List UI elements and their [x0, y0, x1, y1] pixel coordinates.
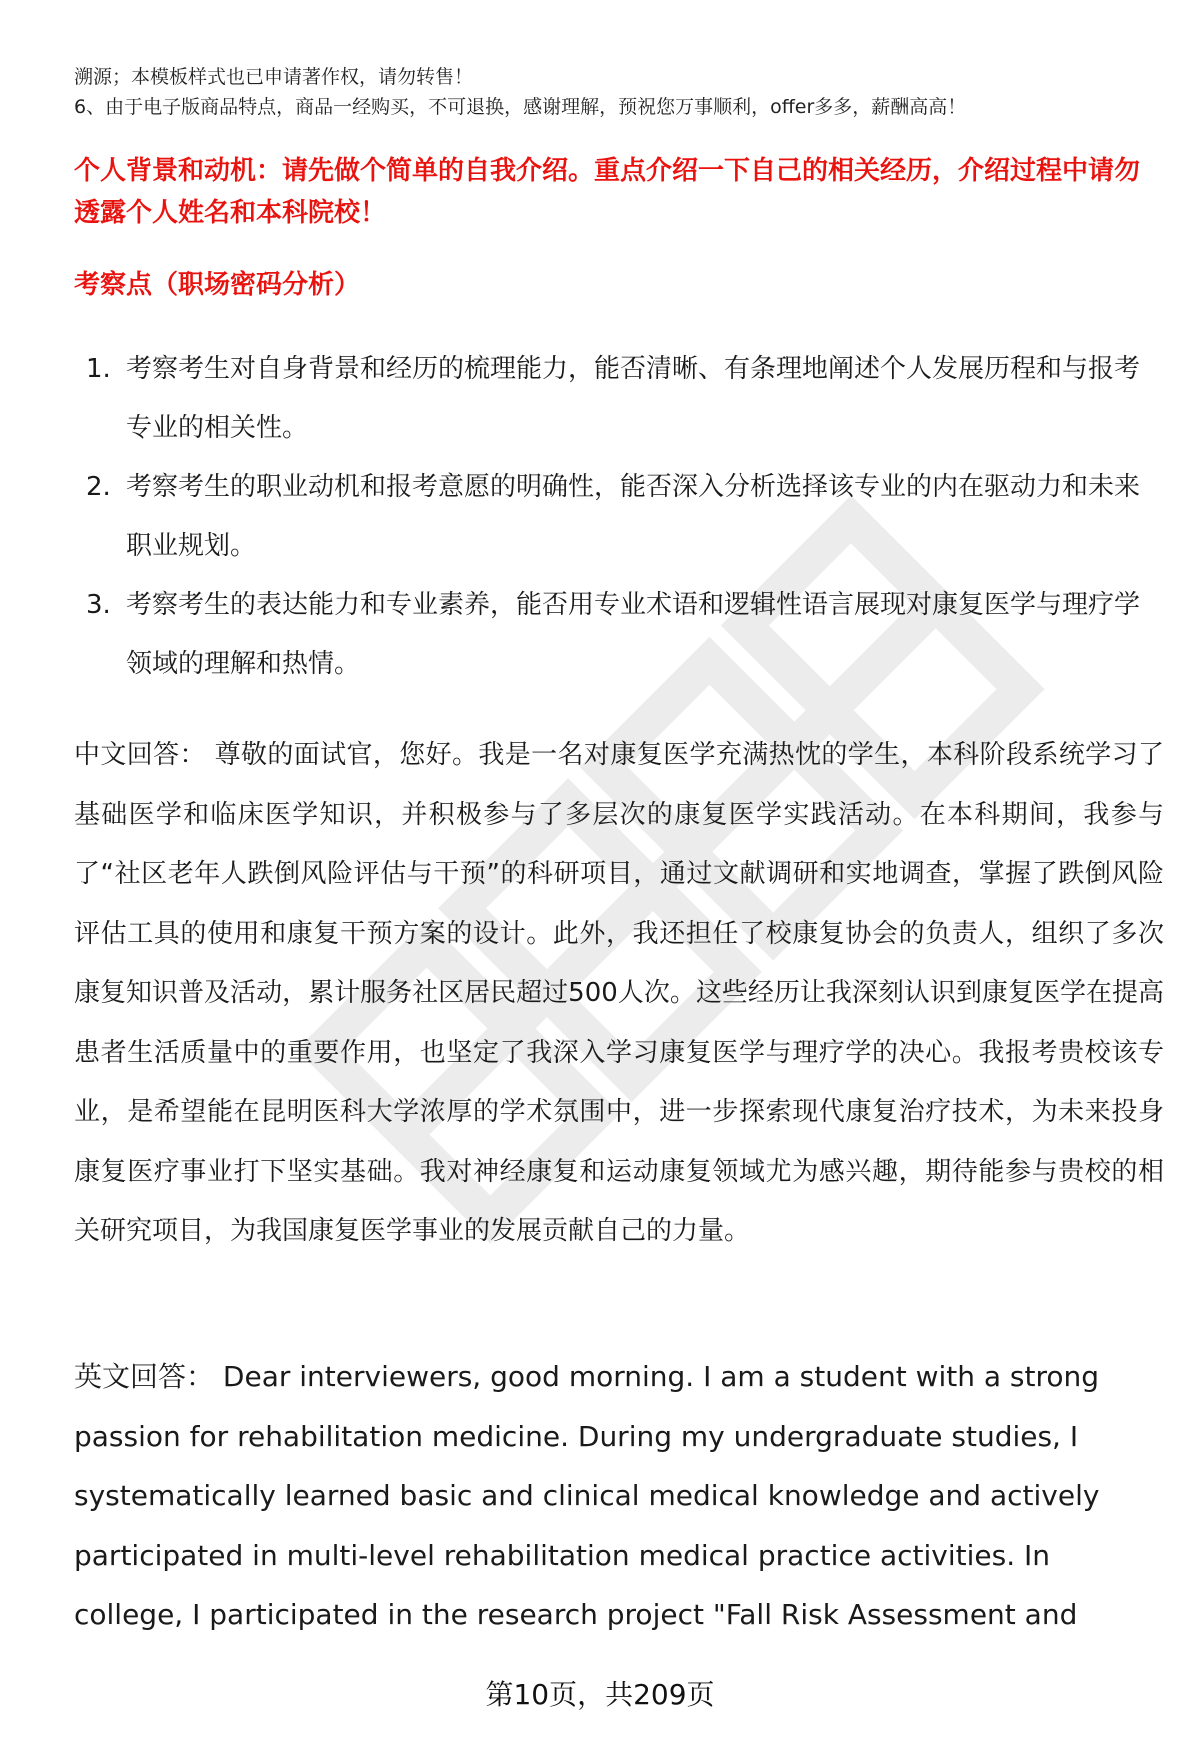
question-heading: 个人背景和动机：请先做个简单的自我介绍。重点介绍一下自己的相关经历，介绍过程中请勿透露个人姓名和本科院校！ [74, 156, 1141, 228]
list-text: 考察考生对自身背景和经历的梳理能力，能否清晰、有条理地阐述个人发展历程和与报考专业的相关性。 [126, 354, 1141, 443]
chinese-answer: 中文回答： 尊敬的面试官，您好。我是一名对康复医学充满热忱的学生，本科阶段系统学习了基础医学和临床医学知识，并积极参与了多层次的康复医学实践活动。在本科期间，我参与了“社区老年人跌倒风险评估与干预”的科研项目，通过文献调研和实地调查，掌握了跌倒风险评估工具的使用和康复干预方案的设计。此外，我还担任了校康复协会的负责人，组织了多次康复知识普及活动，累计服务社区居民超过500人次。这些经历让我深刻认识到康复医学在提高患者生活质量中的重要作用，也坚定了我深入学习康复医学与理疗学的决心。我报考贵校该专业，是希望能在昆明医科大学浓厚的学术氛围中，进一步探索现代康复治疗技术，为未来投身康复医疗事业打下坚实基础。我对神经康复和运动康复领域尤为感兴趣，期待能参与贵校的相关研究项目，为我国康复医学事业的发展贡献自己的力量。 [74, 740, 1164, 1246]
english-answer: 英文回答： Dear interviewers, good morning. I am a student with a strong passion for rehabilitation medicine. During my undergraduate studies, I systematically learned basic and clinical medical knowledge and actively participated in multi-level rehabilitation medical practice activities. In college, I participated in the research project "Fall Risk Assessment and [74, 1360, 1100, 1631]
list-item [80, 340, 1140, 458]
note-line-2: 6、由于电子版商品特点，商品一经购买，不可退换，感谢理解，预祝您万事顺利，offer多多，薪酬高高！ [74, 96, 967, 118]
assessment-points-list [80, 340, 1140, 694]
list-text: 考察考生的职业动机和报考意愿的明确性，能否深入分析选择该专业的内在驱动力和未来职业规划。 [126, 472, 1141, 561]
top-notes [74, 62, 1134, 122]
list-number: 1. [86, 354, 111, 384]
section-title: 考察点（职场密码分析） [74, 270, 361, 300]
list-number: 3. [86, 590, 111, 620]
note-line-1: 溯源；本模板样式也已申请著作权，请勿转售！ [74, 66, 474, 88]
list-number: 2. [86, 472, 111, 502]
list-item [80, 576, 1140, 694]
list-text: 考察考生的表达能力和专业素养，能否用专业术语和逻辑性语言展现对康复医学与理疗学领域的理解和热情。 [126, 590, 1141, 679]
page-footer: 第10页，共209页 [485, 1678, 715, 1711]
list-item [80, 458, 1140, 576]
